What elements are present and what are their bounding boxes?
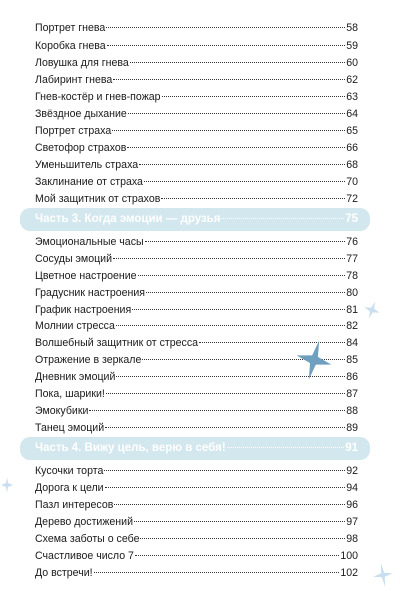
toc-entry-page: 100 <box>340 550 358 562</box>
toc-entry[interactable] <box>35 91 358 104</box>
toc-entry[interactable] <box>35 74 358 87</box>
toc-entry-page: 68 <box>346 159 358 171</box>
toc-entry-title: Ловушка для гнева <box>35 57 129 69</box>
star-icon <box>294 338 334 382</box>
toc-entry-title: Лабиринт гнева <box>35 74 113 86</box>
toc-entry-page: 58 <box>346 22 358 34</box>
toc-entry-title: Схема заботы о себе <box>35 533 140 545</box>
star-icon <box>372 562 394 588</box>
toc-entry[interactable] <box>35 108 358 121</box>
toc-entry-page: 94 <box>346 482 358 494</box>
toc-entry-page: 82 <box>346 320 358 332</box>
toc-entry-title: Молнии стресса <box>35 320 115 332</box>
toc-entry-title: Дневник эмоций <box>35 371 116 383</box>
dot-leader <box>106 393 345 394</box>
toc-entry-title: Градусник настроения <box>35 287 145 299</box>
dot-leader <box>105 487 346 488</box>
dot-leader <box>161 198 345 199</box>
toc-entry-page: 102 <box>340 567 358 579</box>
dot-leader <box>227 447 345 448</box>
part-heading-band <box>20 208 370 231</box>
toc-entry-page: 62 <box>346 74 358 86</box>
toc-entry-title: Портрет страха <box>35 125 112 137</box>
toc-entry-title: Кусочки торта <box>35 465 104 477</box>
dot-leader <box>89 410 345 411</box>
dot-leader <box>132 309 345 310</box>
toc-entry-title: Звёздное дыхание <box>35 108 127 120</box>
dot-leader <box>138 275 346 276</box>
toc-entry-page: 84 <box>346 337 358 349</box>
dot-leader <box>127 147 345 148</box>
toc-entry[interactable] <box>35 516 358 529</box>
dot-leader <box>106 27 345 28</box>
toc-entry[interactable] <box>35 482 358 495</box>
dot-leader <box>162 96 346 97</box>
toc-entry-page: 66 <box>346 142 358 154</box>
toc-entry-title: До встречи! <box>35 567 93 579</box>
dot-leader <box>116 325 345 326</box>
toc-entry-title: Танец эмоций <box>35 422 105 434</box>
toc-entry-title: Мой защитник от страхов <box>35 193 161 205</box>
toc-entry[interactable] <box>35 320 358 333</box>
toc-entry-page: 63 <box>346 91 358 103</box>
toc-entry-page: 76 <box>346 236 358 248</box>
part-heading[interactable] <box>35 213 358 226</box>
dot-leader <box>113 79 345 80</box>
toc-entry-title: Уменьшитель страха <box>35 159 139 171</box>
dot-leader <box>134 521 345 522</box>
toc-entry-page: 59 <box>346 40 358 52</box>
toc-entry-page: 92 <box>346 465 358 477</box>
toc-entry-page: 78 <box>346 270 358 282</box>
toc-entry-title: Светофор страхов <box>35 142 127 154</box>
toc-entry-page: 80 <box>346 287 358 299</box>
toc-entry-page: 87 <box>346 388 358 400</box>
part-heading-page: 75 <box>345 213 358 225</box>
toc-entry[interactable] <box>35 422 358 435</box>
toc-entry-title: Отражение в зеркале <box>35 354 142 366</box>
toc-entry[interactable] <box>35 176 358 189</box>
toc-entry[interactable] <box>35 22 358 35</box>
toc-entry-page: 65 <box>346 125 358 137</box>
toc-entry[interactable] <box>35 193 358 206</box>
dot-leader <box>128 113 345 114</box>
dot-leader <box>130 62 345 63</box>
toc-entry-title: Пока, шарики! <box>35 388 105 400</box>
toc-entry[interactable] <box>35 253 358 266</box>
dot-leader <box>113 258 345 259</box>
toc-entry-page: 97 <box>346 516 358 528</box>
toc-entry-page: 88 <box>346 405 358 417</box>
dot-leader <box>139 164 345 165</box>
toc-entry[interactable] <box>35 533 358 546</box>
toc-entry[interactable] <box>35 125 358 138</box>
toc-entry[interactable] <box>35 465 358 478</box>
toc-entry-page: 60 <box>346 57 358 69</box>
toc-entry-page: 85 <box>346 354 358 366</box>
part-heading-band <box>20 437 370 460</box>
dot-leader <box>107 45 346 46</box>
toc-entry-title: Пазл интересов <box>35 499 114 511</box>
toc-entry[interactable] <box>35 159 358 172</box>
toc-entry-page: 96 <box>346 499 358 511</box>
toc-entry-title: Гнев-костёр и гнев-пожар <box>35 91 161 103</box>
toc-entry[interactable] <box>35 388 358 401</box>
dot-leader <box>221 218 344 219</box>
part-heading-page: 91 <box>345 442 358 454</box>
toc-entry-title: Заклинание от страха <box>35 176 143 188</box>
toc-entry-page: 70 <box>346 176 358 188</box>
dot-leader <box>94 572 340 573</box>
toc-entry[interactable] <box>35 57 358 70</box>
part-heading-title: Часть 4. Вижу цель, верю в себя! <box>35 442 226 454</box>
toc-entry[interactable] <box>35 304 358 317</box>
star-icon <box>0 476 14 494</box>
toc-entry-page: 77 <box>346 253 358 265</box>
toc-entry-page: 64 <box>346 108 358 120</box>
star-icon <box>363 300 381 320</box>
toc-entry[interactable] <box>35 270 358 283</box>
part-heading-title: Часть 3. Когда эмоции — друзья <box>35 213 221 225</box>
toc-entry-page: 86 <box>346 371 358 383</box>
toc-entry-title: Эмокубики <box>35 405 89 417</box>
toc-entry[interactable] <box>35 142 358 155</box>
dot-leader <box>105 427 345 428</box>
toc-entry-title: Счастливое число 7 <box>35 550 134 562</box>
toc-entry-page: 89 <box>346 422 358 434</box>
toc-entry[interactable] <box>35 40 358 53</box>
dot-leader <box>114 504 345 505</box>
toc-entry[interactable] <box>35 287 358 300</box>
toc-entry-page: 81 <box>346 304 358 316</box>
toc-entry-title: Дорога к цели <box>35 482 104 494</box>
dot-leader <box>112 130 345 131</box>
toc-entry[interactable] <box>35 236 358 249</box>
dot-leader <box>104 470 345 471</box>
dot-leader <box>146 292 345 293</box>
toc-entry[interactable] <box>35 499 358 512</box>
toc-entry-title: Портрет гнева <box>35 22 106 34</box>
toc-entry-title: Цветное настроение <box>35 270 137 282</box>
dot-leader <box>144 181 345 182</box>
toc-entry-title: График настроения <box>35 304 132 316</box>
dot-leader <box>145 241 346 242</box>
dot-leader <box>140 538 345 539</box>
toc-entry-title: Коробка гнева <box>35 40 106 52</box>
toc-entry-page: 72 <box>346 193 358 205</box>
part-heading[interactable] <box>35 442 358 455</box>
toc-entry-title: Сосуды эмоций <box>35 253 113 265</box>
toc-entry-title: Волшебный защитник от стресса <box>35 337 199 349</box>
toc-entry-page: 98 <box>346 533 358 545</box>
toc-entry[interactable] <box>35 550 358 563</box>
toc-entry-title: Дерево достижений <box>35 516 133 528</box>
dot-leader <box>135 555 339 556</box>
toc-entry-title: Эмоциональные часы <box>35 236 144 248</box>
toc-entry[interactable] <box>35 567 358 580</box>
toc-entry[interactable] <box>35 405 358 418</box>
